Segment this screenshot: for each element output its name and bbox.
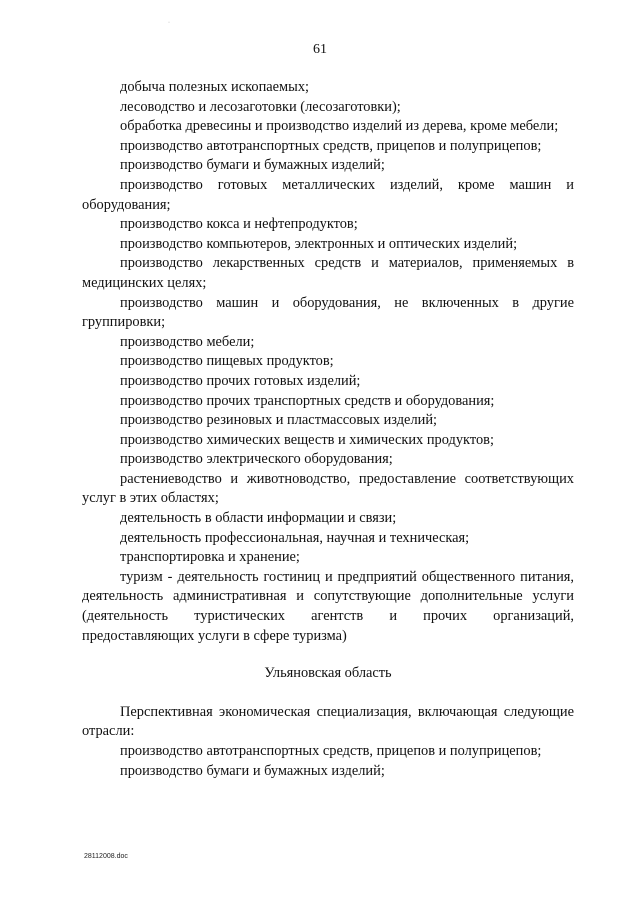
list-item: производство электрического оборудования; [120,451,393,468]
list-item: производство прочих транспортных средств и оборудования; [120,392,495,409]
list-item: растениеводство и животноводство, предоставление соответствующих услуг в этих областях; [82,470,574,507]
list-item: производство машин и оборудования, не включенных в другие группировки; [82,294,574,331]
list-item: добыча полезных ископаемых; [120,79,310,95]
list-item: производство автотранспортных средств, прицепов и полуприцепов; [120,743,542,759]
list-item: лесоводство и лесозаготовки (лесозаготовки); [120,98,401,115]
list-item: производство пищевых продуктов; [120,353,334,370]
scan-mark: · [168,20,170,26]
list-item: производство компьютеров, электронных и оптических изделий; [120,235,518,252]
file-reference: 28112008.doc [84,853,128,860]
list-item: производство резиновых и пластмассовых изделий; [120,412,438,429]
list-item: производство химических веществ и химических продуктов; [120,431,494,448]
list-item: производство мебели; [120,333,255,350]
list-item: деятельность в области информации и связи; [120,510,397,527]
section-heading: Ульяновская область [264,665,392,682]
list-item: производство готовых металлических изделий, кроме машин и оборудования; [82,176,574,213]
list-item: деятельность профессиональная, научная и техническая; [120,529,470,546]
list-item: производство кокса и нефтепродуктов; [120,216,358,233]
intro-paragraph: Перспективная экономическая специализация, включающая следующие отрасли: [82,703,574,740]
list-item: транспортировка и хранение; [120,549,300,566]
document-body [82,78,574,781]
list-item: производство прочих готовых изделий; [120,372,361,389]
page-number: 61 [313,42,327,57]
list-item: производство бумаги и бумажных изделий; [120,157,385,174]
list-item: обработка древесины и производство изделий из дерева, кроме мебели; [120,118,559,135]
list-item: производство автотранспортных средств, прицепов и полуприцепов; [120,137,542,154]
list-item: туризм - деятельность гостиниц и предприятий общественного питания, деятельность административная и сопутствующие дополнительные услуги (деятельность туристических агентств и прочих организаций, предоставляющих услуги в сфере туризма) [82,568,574,644]
list-item: производство бумаги и бумажных изделий; [120,762,385,779]
list-item: производство лекарственных средств и материалов, применяемых в медицинских целях; [82,255,574,291]
